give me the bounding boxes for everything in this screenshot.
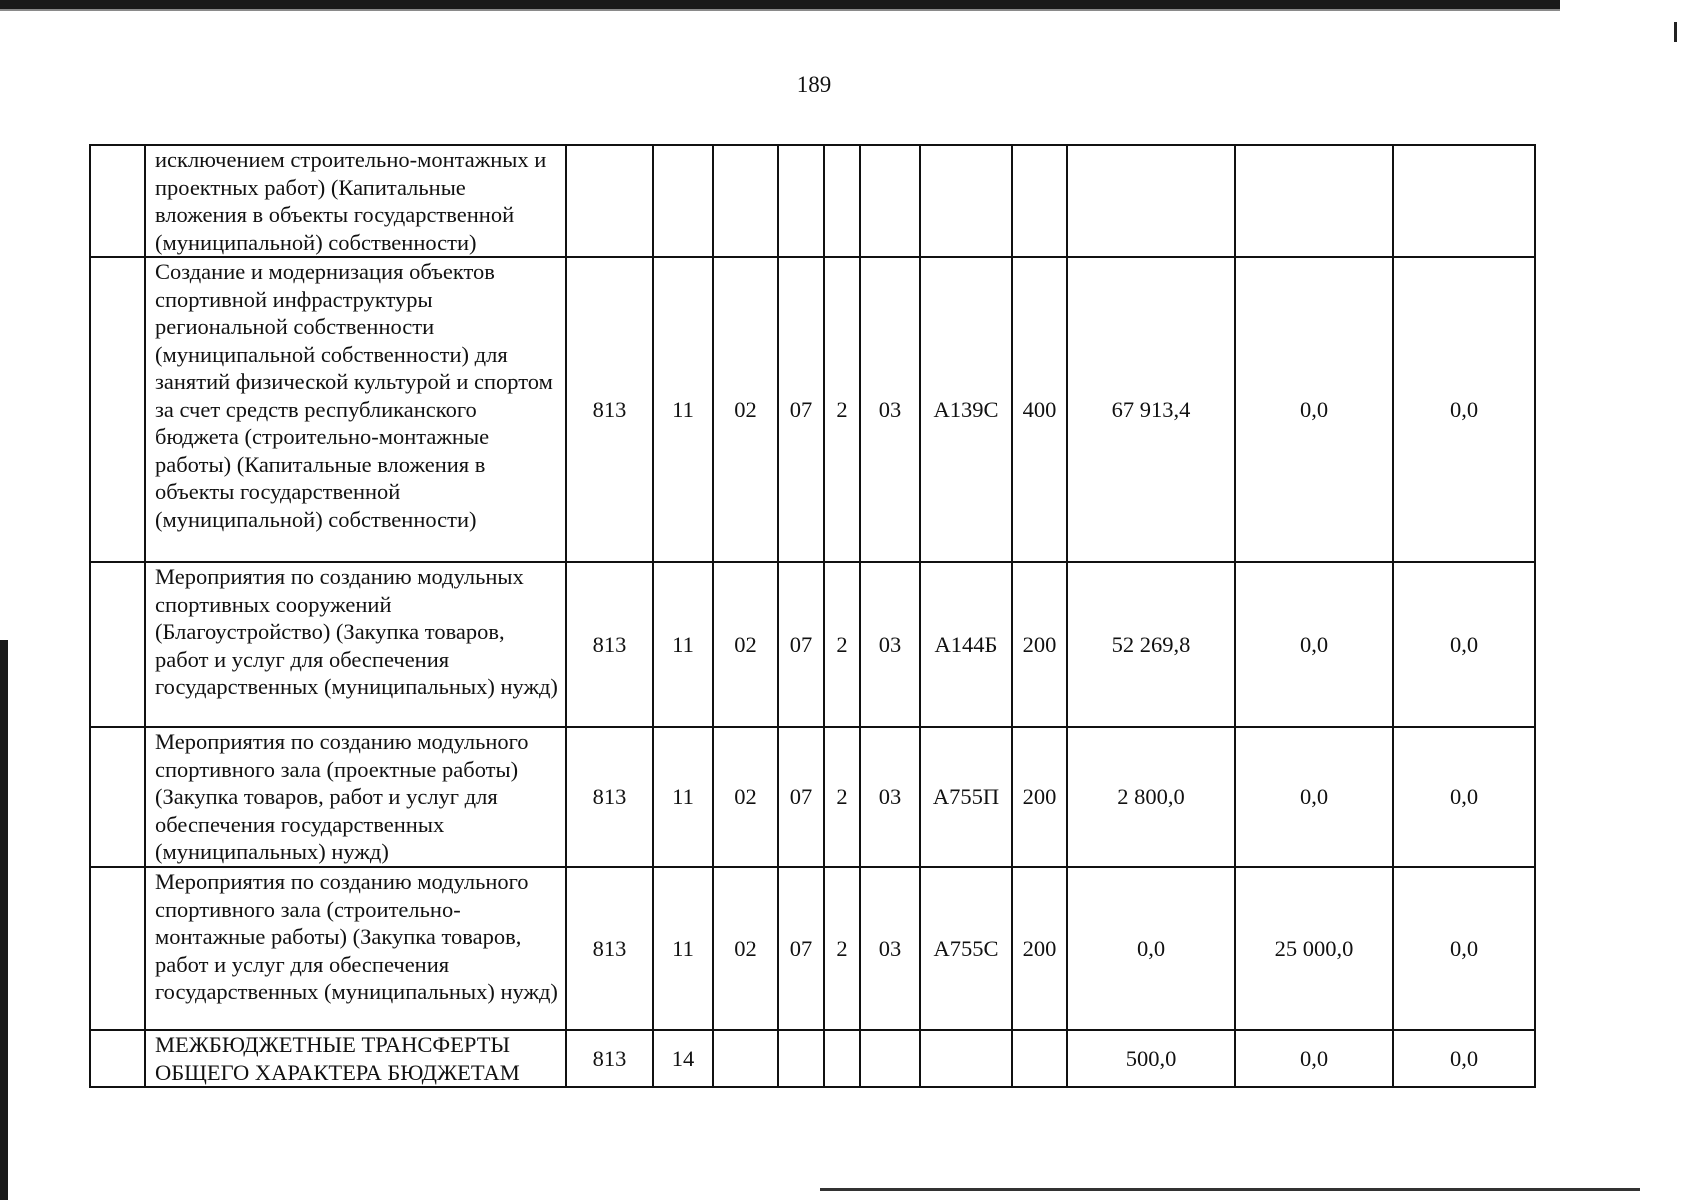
cs-program-cell: [778, 1030, 824, 1087]
rz-cell: 11: [653, 867, 713, 1030]
row-number-cell: [90, 145, 145, 257]
cs-program-cell: 07: [778, 727, 824, 867]
vr-cell: 200: [1012, 727, 1067, 867]
cs-type-cell: 2: [824, 727, 860, 867]
scan-bottom-line: [820, 1188, 1640, 1191]
cs-direction-cell: [920, 145, 1012, 257]
cs-type-cell: [824, 1030, 860, 1087]
scan-top-border: [0, 0, 1560, 9]
sum-year1-cell: 500,0: [1067, 1030, 1235, 1087]
cs-direction-cell: A139C: [920, 257, 1012, 562]
row-number-cell: [90, 867, 145, 1030]
pr-cell: 02: [713, 867, 778, 1030]
ved-cell: 813: [566, 867, 653, 1030]
sum-year2-cell: 0,0: [1235, 562, 1393, 727]
cs-subprogram-cell: 03: [860, 257, 920, 562]
rz-cell: [653, 145, 713, 257]
cs-direction-cell: [920, 1030, 1012, 1087]
table-row: [90, 257, 1535, 562]
rz-cell: 11: [653, 562, 713, 727]
row-number-cell: [90, 1030, 145, 1087]
table-row: [90, 145, 1535, 257]
row-number-cell: [90, 257, 145, 562]
description-cell: исключением строительно-монтажных и проектных работ) (Капитальные вложения в объекты государственной (муниципальной) собственности): [145, 145, 566, 257]
description-cell: Мероприятия по созданию модульных спортивных сооружений (Благоустройство) (Закупка товаров, работ и услуг для обеспечения государственных (муниципальных) нужд): [145, 562, 566, 727]
vr-cell: 200: [1012, 562, 1067, 727]
cs-program-cell: [778, 145, 824, 257]
scan-right-mark: [1674, 22, 1677, 42]
cs-subprogram-cell: 03: [860, 562, 920, 727]
table-row: [90, 1030, 1535, 1087]
sum-year3-cell: 0,0: [1393, 727, 1535, 867]
cs-type-cell: 2: [824, 867, 860, 1030]
table-row: [90, 562, 1535, 727]
sum-year1-cell: 0,0: [1067, 867, 1235, 1030]
sum-year1-cell: 2 800,0: [1067, 727, 1235, 867]
vr-cell: [1012, 1030, 1067, 1087]
sum-year3-cell: 0,0: [1393, 257, 1535, 562]
pr-cell: 02: [713, 727, 778, 867]
sum-year2-cell: [1235, 145, 1393, 257]
cs-subprogram-cell: 03: [860, 727, 920, 867]
cs-direction-cell: A755C: [920, 867, 1012, 1030]
scan-left-border: [0, 640, 8, 1200]
sum-year2-cell: 0,0: [1235, 1030, 1393, 1087]
sum-year1-cell: [1067, 145, 1235, 257]
page-number: 189: [796, 72, 832, 97]
pr-cell: 02: [713, 562, 778, 727]
ved-cell: [566, 145, 653, 257]
description-cell: Мероприятия по созданию модульного спортивного зала (проектные работы) (Закупка товаров, работ и услуг для обеспечения государственных (муниципальных) нужд): [145, 727, 566, 867]
sum-year3-cell: 0,0: [1393, 562, 1535, 727]
sum-year1-cell: 67 913,4: [1067, 257, 1235, 562]
vr-cell: 200: [1012, 867, 1067, 1030]
cs-direction-cell: A755П: [920, 727, 1012, 867]
sum-year3-cell: [1393, 145, 1535, 257]
ved-cell: 813: [566, 562, 653, 727]
ved-cell: 813: [566, 257, 653, 562]
sum-year1-cell: 52 269,8: [1067, 562, 1235, 727]
pr-cell: [713, 1030, 778, 1087]
sum-year3-cell: 0,0: [1393, 867, 1535, 1030]
description-cell: Создание и модернизация объектов спортивной инфраструктуры региональной собственности (муниципальной собственности) для занятий физической культурой и спортом за счет средств республиканского бюджета (строительно-монтажные работы) (Капитальные вложения в объекты государственной (муниципальной) собственности): [145, 257, 566, 562]
row-number-cell: [90, 727, 145, 867]
row-number-cell: [90, 562, 145, 727]
pr-cell: [713, 145, 778, 257]
table-row: [90, 727, 1535, 867]
pr-cell: 02: [713, 257, 778, 562]
sum-year2-cell: 0,0: [1235, 727, 1393, 867]
table-row: [90, 867, 1535, 1030]
cs-subprogram-cell: [860, 1030, 920, 1087]
cs-direction-cell: A144Б: [920, 562, 1012, 727]
cs-program-cell: 07: [778, 562, 824, 727]
ved-cell: 813: [566, 1030, 653, 1087]
cs-type-cell: 2: [824, 257, 860, 562]
cs-program-cell: 07: [778, 257, 824, 562]
scan-top-border-shadow: [0, 9, 1560, 11]
sum-year2-cell: 0,0: [1235, 257, 1393, 562]
vr-cell: [1012, 145, 1067, 257]
sum-year2-cell: 25 000,0: [1235, 867, 1393, 1030]
budget-table: [89, 144, 1536, 1088]
sum-year3-cell: 0,0: [1393, 1030, 1535, 1087]
vr-cell: 400: [1012, 257, 1067, 562]
rz-cell: 11: [653, 257, 713, 562]
description-cell: Мероприятия по созданию модульного спортивного зала (строительно-монтажные работы) (Закупка товаров, работ и услуг для обеспечения государственных (муниципальных) нужд): [145, 867, 566, 1030]
cs-subprogram-cell: [860, 145, 920, 257]
description-cell: МЕЖБЮДЖЕТНЫЕ ТРАНСФЕРТЫ ОБЩЕГО ХАРАКТЕРА БЮДЖЕТАМ: [145, 1030, 566, 1087]
ved-cell: 813: [566, 727, 653, 867]
rz-cell: 11: [653, 727, 713, 867]
cs-subprogram-cell: 03: [860, 867, 920, 1030]
cs-type-cell: [824, 145, 860, 257]
rz-cell: 14: [653, 1030, 713, 1087]
cs-type-cell: 2: [824, 562, 860, 727]
cs-program-cell: 07: [778, 867, 824, 1030]
